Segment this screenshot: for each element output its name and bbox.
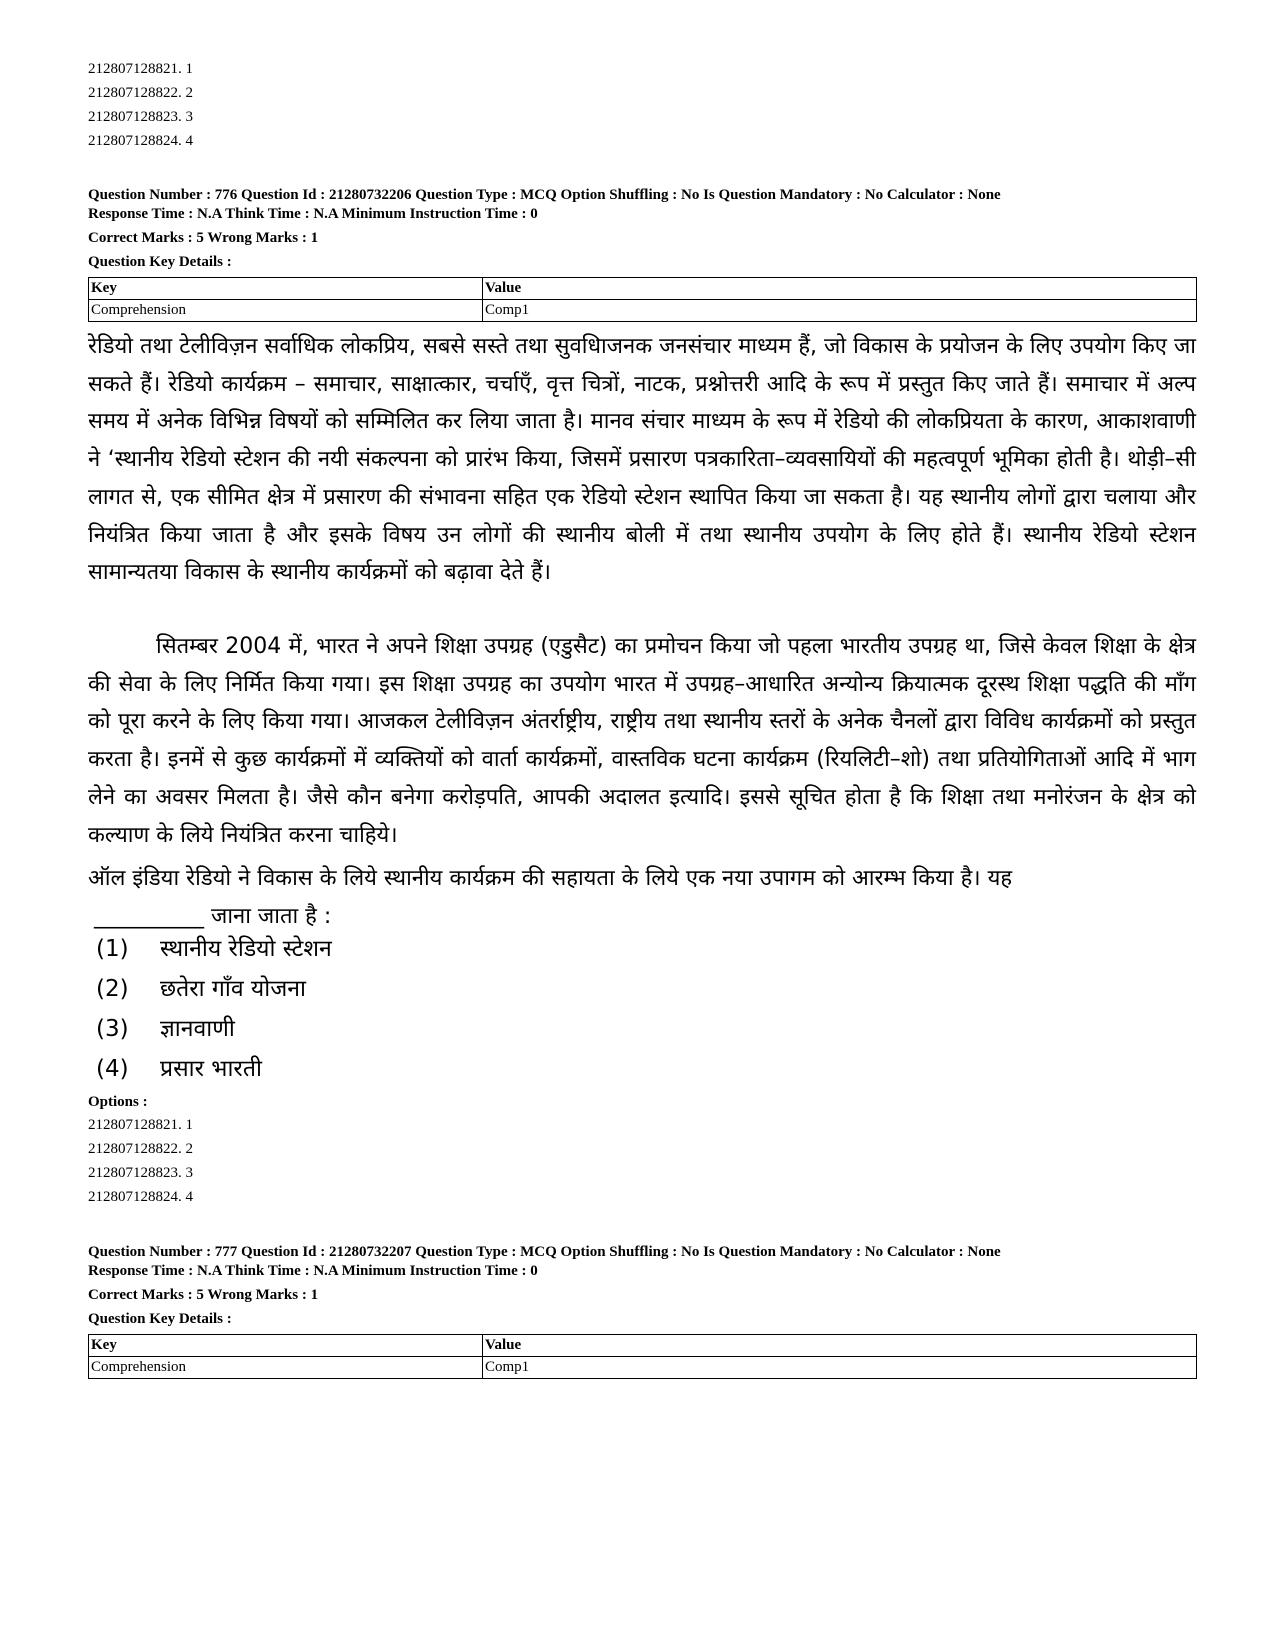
passage-paragraph-2: सितम्बर 2004 में, भारत ने अपने शिक्षा उपग्रह (एडुसैट) का प्रमोचन किया जो पहला भारतीय उपग्रह था, जिसे केवल शिक्षा के क्षेत्र की सेवा के लिए निर्मित किया गया। इस शिक्षा उपग्रह का उपयोग भारत में उपग्रह–आधारित अन्योन्य क्रियात्मक दूरस्थ शिक्षा पद्धति की माँग को पूरा करने के लिए किया गया। आजकल टेलीविज़न अंतर्राष्ट्रीय, राष्ट्रीय तथा स्थानीय स्तरों के अनेक चैनलों द्वारा विविध कार्यक्रमों को प्रस्तुत करता है। इनमें से कुछ कार्यक्रमों में व्यक्तियों को वार्ता कार्यक्रमों, वास्तविक घटना कार्यक्रम (रियलिटी–शो) तथा प्रतियोगिताओं आदि में भाग लेने का अवसर मिलता है। जैसे कौन बनेगा करोड़पति, आपकी अदालत इत्यादि। इससे सूचित होता है कि शिक्षा तथा मनोरंजन के क्षेत्र को कल्याण के लिये नियंत्रित करना चाहिये। [88,634,1196,848]
value-header: Value [483,1335,1197,1357]
q776-meta-line1: Question Number : 776 Question Id : 21280732206 Question Type : MCQ Option Shuffling : No Is Question Mandatory : No Calculator : None [88,187,1001,203]
table-row [89,300,1197,322]
answer-option [96,1009,235,1049]
option-number: (3) [96,1016,129,1042]
option-id: 212807128822. 2 [88,85,193,101]
q777-meta-line2: Response Time : N.A Think Time : N.A Minimum Instruction Time : 0 [88,1263,538,1279]
option-number: (1) [96,936,129,962]
q777-header [88,1243,1001,1281]
q776-options-list [88,1113,193,1209]
option-id: 212807128823. 3 [88,109,193,125]
option-id: 212807128824. 4 [88,1189,193,1205]
value-cell: Comp1 [483,300,1197,322]
q776-meta-line2: Response Time : N.A Think Time : N.A Minimum Instruction Time : 0 [88,206,538,222]
key-cell: Comprehension [89,1357,483,1379]
value-cell: Comp1 [483,1357,1197,1379]
question-text-line2: __________ जाना जाता है : [94,904,332,929]
value-header: Value [483,278,1197,300]
option-id: 212807128823. 3 [88,1165,193,1181]
q777-meta-line1: Question Number : 777 Question Id : 21280732207 Question Type : MCQ Option Shuffling : No Is Question Mandatory : No Calculator : None [88,1244,1001,1260]
q776-key-details-label: Question Key Details : [88,254,232,270]
option-text: छतेरा गाँव योजना [160,976,306,1002]
q777-key-table [88,1334,1197,1379]
option-number: (2) [96,976,129,1002]
q777-marks: Correct Marks : 5 Wrong Marks : 1 [88,1287,319,1303]
key-header: Key [89,1335,483,1357]
option-text: स्थानीय रेडियो स्टेशन [160,936,332,962]
table-header-row [89,1335,1197,1357]
answer-option [96,929,332,969]
key-header: Key [89,278,483,300]
previous-options-list [88,57,193,153]
option-text: प्रसार भारती [160,1056,262,1082]
option-id: 212807128824. 4 [88,133,193,149]
table-header-row [89,278,1197,300]
option-id: 212807128822. 2 [88,1141,193,1157]
q776-marks: Correct Marks : 5 Wrong Marks : 1 [88,230,319,246]
q777-key-details-label: Question Key Details : [88,1311,232,1327]
option-number: (4) [96,1056,129,1082]
answer-option [96,1049,262,1089]
passage-paragraph-1: रेडियो तथा टेलीविज़न सर्वाधिक लोकप्रिय, सबसे सस्ते तथा सुवधिाजनक जनसंचार माध्यम हैं, जो विकास के प्रयोजन के लिए उपयोग किए जा सकते हैं। रेडियो कार्यक्रम – समाचार, साक्षात्कार, चर्चाएँ, वृत्त चित्रों, नाटक, प्रश्नोत्तरी आदि के रूप में प्रस्तुत किए जाते हैं। समाचार में अल्प समय में अनेक विभिन्न विषयों को सम्मिलित कर लिया जाता है। मानव संचार माध्यम के रूप में रेडियो की लोकप्रियता के कारण, आकाशवाणी ने ‘स्थानीय रेडियो स्टेशन की नयी संकल्पना को प्रारंभ किया, जिसमें प्रसारण पत्रकारिता–व्यवसायियों की महत्वपूर्ण भूमिका होती है। थोड़ी–सी लागत से, एक सीमित क्षेत्र में प्रसारण की संभावना सहित एक रेडियो स्टेशन स्थापित किया जा सकता है। यह स्थानीय लोगों द्वारा चलाया और नियंत्रित किया जाता है और इसके विषय उन लोगों की स्थानीय बोली में तथा स्थानीय उपयोग के लिए होते हैं। स्थानीय रेडियो स्टेशन सामान्यतया विकास के स्थानीय कार्यक्रमों को बढ़ावा देते हैं। [88,334,1196,586]
option-id: 212807128821. 1 [88,61,193,77]
option-text: ज्ञानवाणी [160,1016,235,1042]
table-row [89,1357,1197,1379]
options-label: Options : [88,1094,148,1110]
option-id: 212807128821. 1 [88,1117,193,1133]
q776-key-table [88,277,1197,322]
q776-header [88,186,1001,224]
question-text-line1: ऑल इंडिया रेडियो ने विकास के लिये स्थानीय कार्यक्रम की सहायता के लिये एक नया उपागम को आरम्भ किया है। यह [88,866,1013,891]
answer-option [96,969,306,1009]
key-cell: Comprehension [89,300,483,322]
